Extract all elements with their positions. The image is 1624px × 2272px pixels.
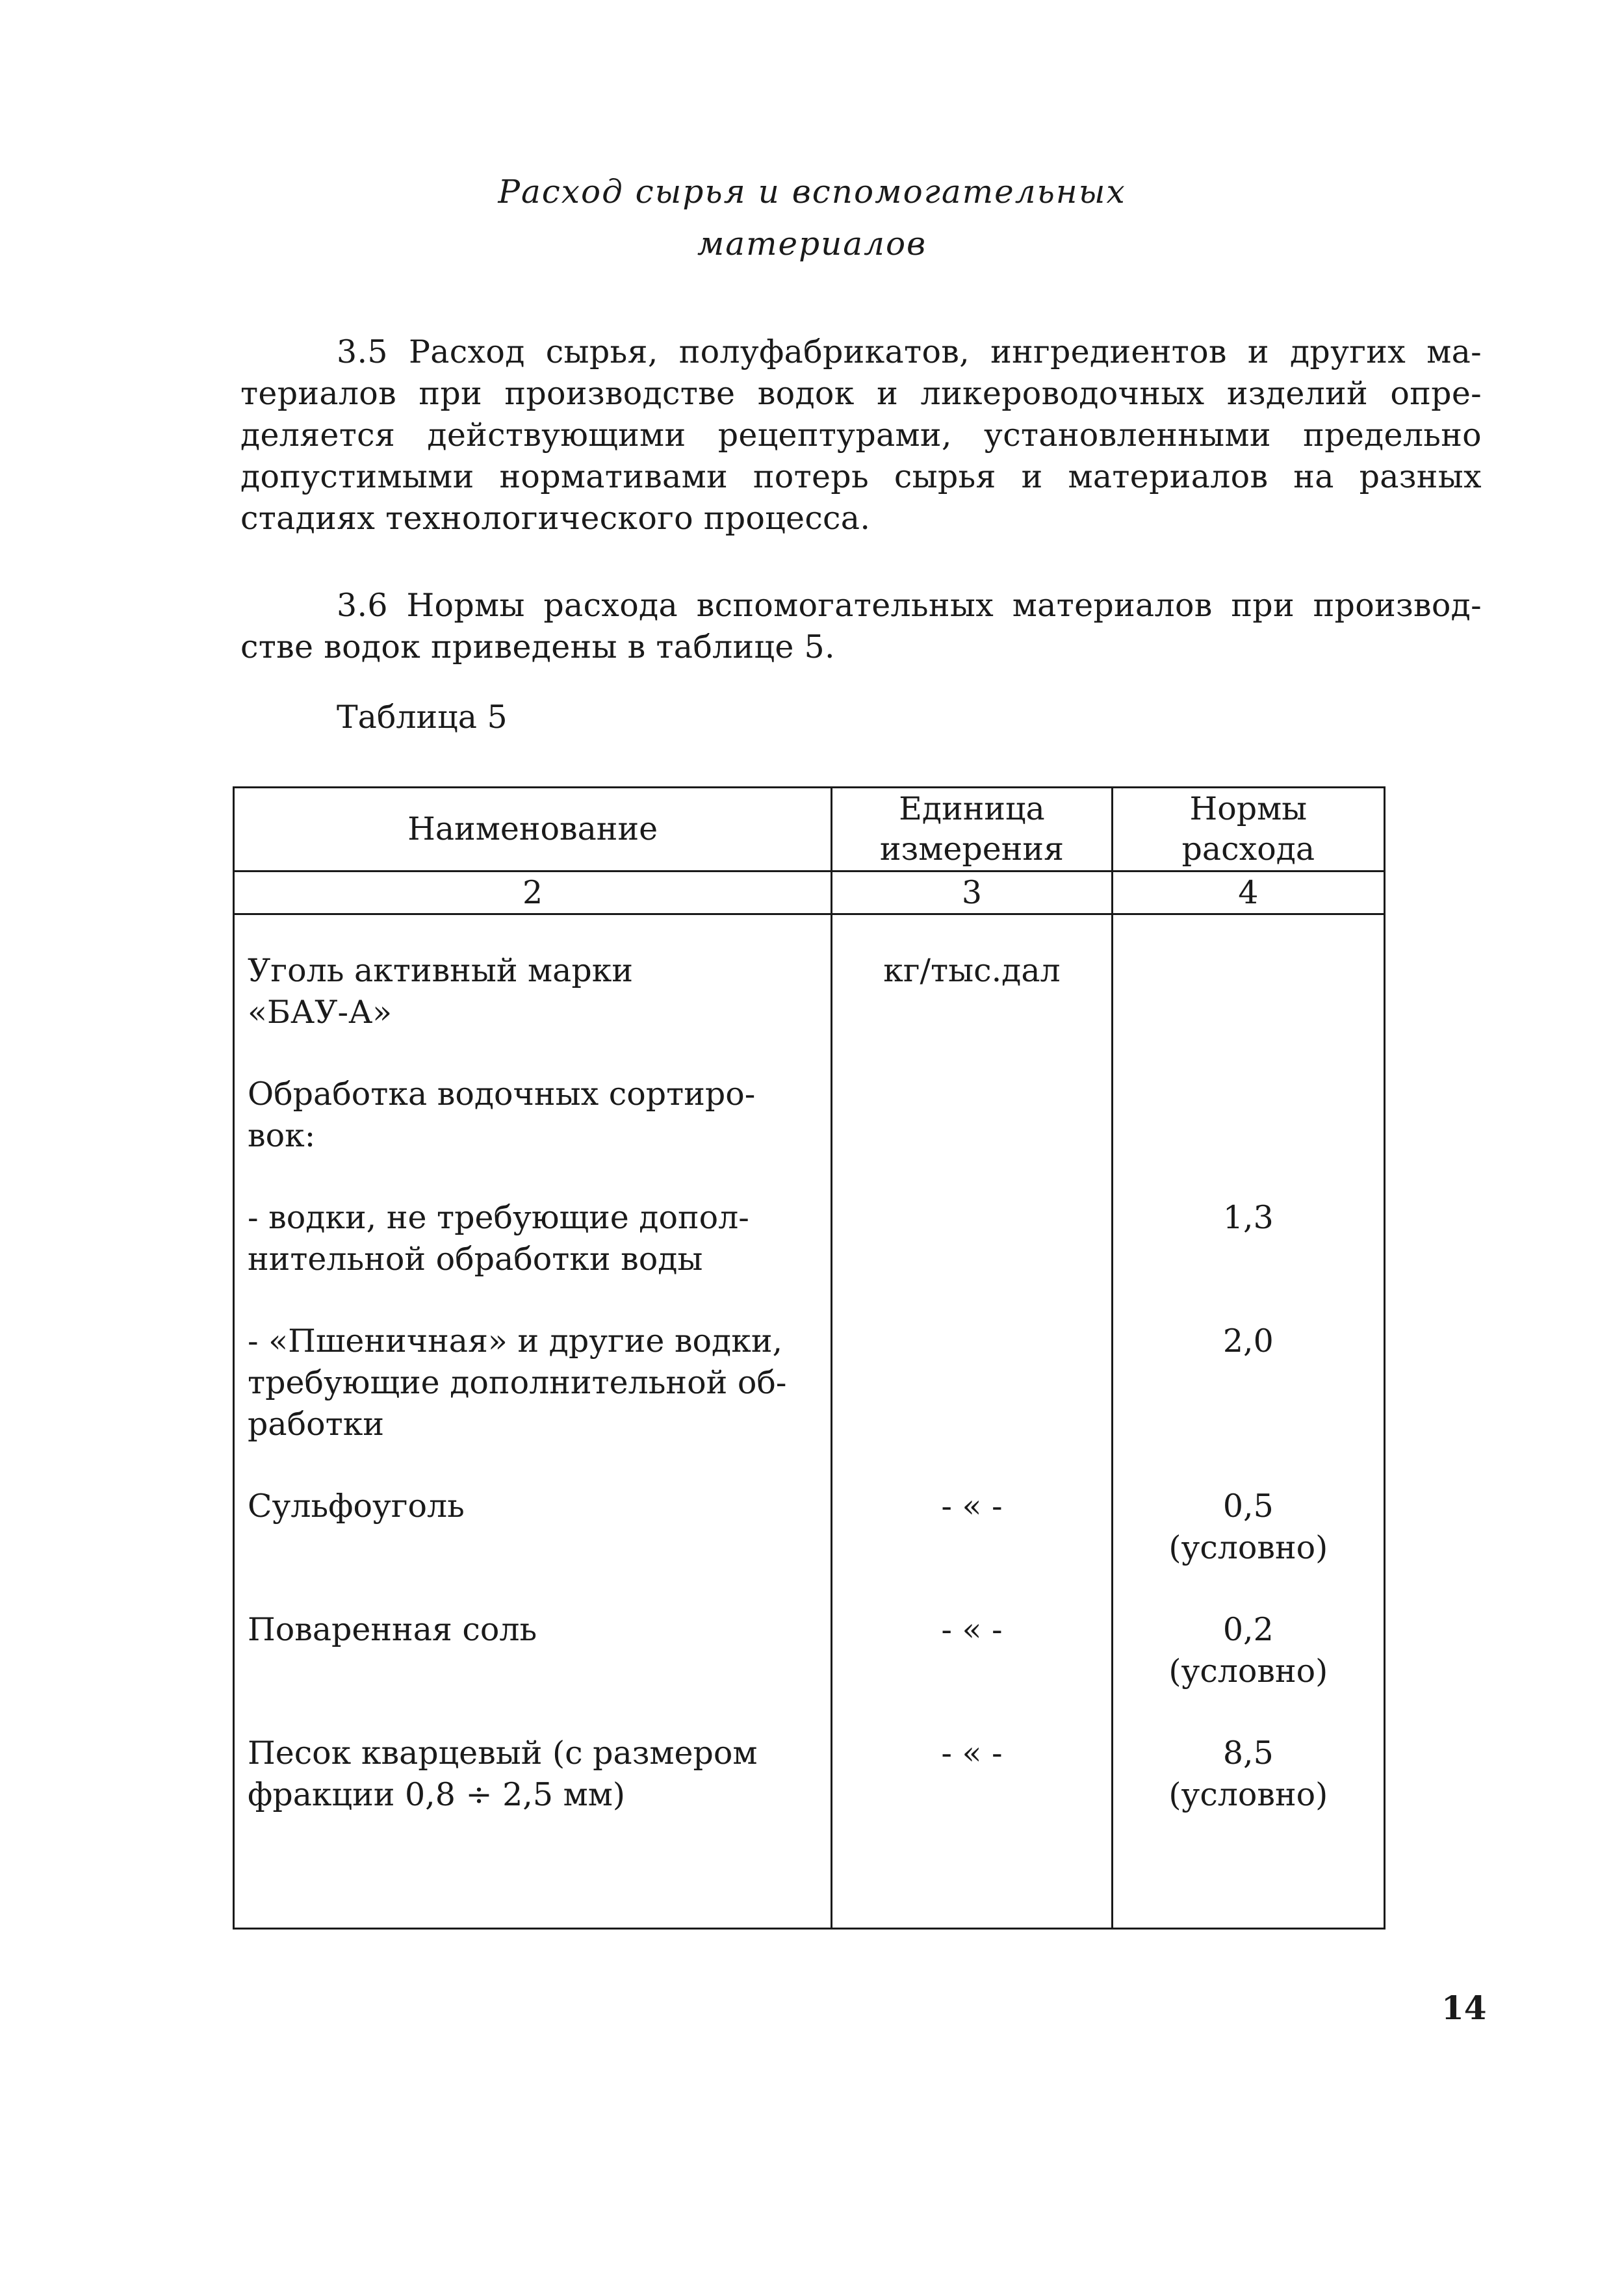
section-heading-line-1: Расход сырья и вспомогательных	[498, 173, 1126, 211]
material-name-line: требующие дополнительной об-	[248, 1364, 787, 1401]
paragraph-line: териалов при производстве водок и ликероводочных изделий опре-	[240, 375, 1482, 412]
table-header-row	[234, 788, 1385, 871]
paragraph-line: деляется действующими рецептурами, установленными предельно	[240, 417, 1482, 454]
material-name-line: Песок кварцевый (с размером	[248, 1735, 758, 1772]
table-spacer-row	[234, 914, 1385, 951]
paragraph-line: 3.6 Нормы расхода вспомогательных материалов при производ-	[337, 587, 1482, 624]
norm-cell	[1112, 950, 1384, 1074]
column-number: 2	[234, 871, 832, 914]
material-name-cell	[234, 1197, 832, 1321]
column-number: 4	[1112, 871, 1384, 914]
paragraph-line: допустимыми нормативами потерь сырья и материалов на разных	[240, 458, 1482, 495]
norm-cell	[1112, 1197, 1384, 1321]
norm-cell	[1112, 1486, 1384, 1609]
material-name-cell	[234, 1609, 832, 1733]
spacer-cell	[832, 1856, 1112, 1929]
column-number: 3	[832, 871, 1112, 914]
table-row	[234, 1609, 1385, 1733]
norm-value-line: 8,5	[1222, 1735, 1274, 1772]
unit-cell	[832, 950, 1112, 1074]
unit-cell	[832, 1074, 1112, 1197]
table-row	[234, 1197, 1385, 1321]
spacer-cell	[1112, 914, 1384, 951]
paragraph-3-6	[240, 585, 1482, 668]
paragraph-line: стве водок приведены в таблице 5.	[240, 628, 835, 665]
table-row	[234, 1321, 1385, 1486]
material-name-line: Поваренная соль	[248, 1611, 537, 1648]
material-name-line: нительной обработки воды	[248, 1241, 703, 1278]
material-name-line: Обработка водочных сортиро-	[248, 1076, 756, 1113]
norm-cell	[1112, 1733, 1384, 1856]
unit-value: - « -	[941, 1611, 1003, 1648]
paragraph-line: 3.5 Расход сырья, полуфабрикатов, ингредиентов и других ма-	[337, 333, 1482, 370]
header-name-label: Наименование	[407, 810, 658, 847]
header-norm	[1112, 788, 1384, 871]
norm-value-line: (условно)	[1168, 1653, 1328, 1690]
paragraph-line: стадиях технологического процесса.	[240, 500, 871, 537]
unit-cell	[832, 1486, 1112, 1609]
norm-value-line: 1,3	[1222, 1199, 1274, 1236]
material-name-line: Сульфоуголь	[248, 1488, 465, 1525]
material-name-line: вок:	[248, 1117, 316, 1154]
norm-value-line: 2,0	[1222, 1323, 1274, 1360]
table-row	[234, 1074, 1385, 1197]
material-name-line: - «Пшеничная» и другие водки,	[248, 1323, 783, 1360]
material-name-line: фракции 0,8 ÷ 2,5 мм)	[248, 1776, 625, 1813]
material-name-line: «БАУ-А»	[248, 994, 393, 1031]
section-heading	[0, 166, 1624, 270]
material-name-cell	[234, 1074, 832, 1197]
header-unit-line-2: измерения	[879, 831, 1064, 868]
norm-value-line: (условно)	[1168, 1529, 1328, 1566]
column-number-row	[234, 871, 1385, 914]
norm-value-line: (условно)	[1168, 1776, 1328, 1813]
spacer-cell	[832, 914, 1112, 951]
spacer-cell	[234, 1856, 832, 1929]
spacer-cell	[234, 914, 832, 951]
material-name-cell	[234, 1486, 832, 1609]
header-unit-line-1: Единица	[899, 790, 1045, 827]
material-name-line: работки	[248, 1406, 384, 1443]
table-caption: Таблица 5	[337, 699, 508, 736]
norm-cell	[1112, 1074, 1384, 1197]
norm-cell	[1112, 1321, 1384, 1486]
unit-cell	[832, 1609, 1112, 1733]
unit-value: - « -	[941, 1735, 1003, 1772]
header-norm-line-2: расхода	[1181, 831, 1315, 868]
table-row	[234, 1733, 1385, 1856]
norm-value-line: 0,5	[1222, 1488, 1274, 1525]
header-name	[234, 788, 832, 871]
section-heading-line-2: материалов	[697, 225, 927, 263]
norm-cell	[1112, 1609, 1384, 1733]
unit-cell	[832, 1733, 1112, 1856]
material-name-cell	[234, 950, 832, 1074]
unit-cell	[832, 1321, 1112, 1486]
unit-value: - « -	[941, 1488, 1003, 1525]
spacer-cell	[1112, 1856, 1384, 1929]
material-name-line: - водки, не требующие допол-	[248, 1199, 749, 1236]
material-name-cell	[234, 1733, 832, 1856]
header-unit	[832, 788, 1112, 871]
table-row	[234, 950, 1385, 1074]
material-name-cell	[234, 1321, 832, 1486]
consumption-norms-table	[233, 786, 1386, 1930]
page-number: 14	[1441, 1989, 1487, 2027]
unit-cell	[832, 1197, 1112, 1321]
paragraph-3-5	[240, 331, 1482, 539]
header-norm-line-1: Нормы	[1189, 790, 1308, 827]
unit-value: кг/тыс.дал	[883, 952, 1061, 989]
material-name-line: Уголь активный марки	[248, 952, 634, 989]
table-spacer-row	[234, 1856, 1385, 1929]
norm-value-line: 0,2	[1222, 1611, 1274, 1648]
table-row	[234, 1486, 1385, 1609]
